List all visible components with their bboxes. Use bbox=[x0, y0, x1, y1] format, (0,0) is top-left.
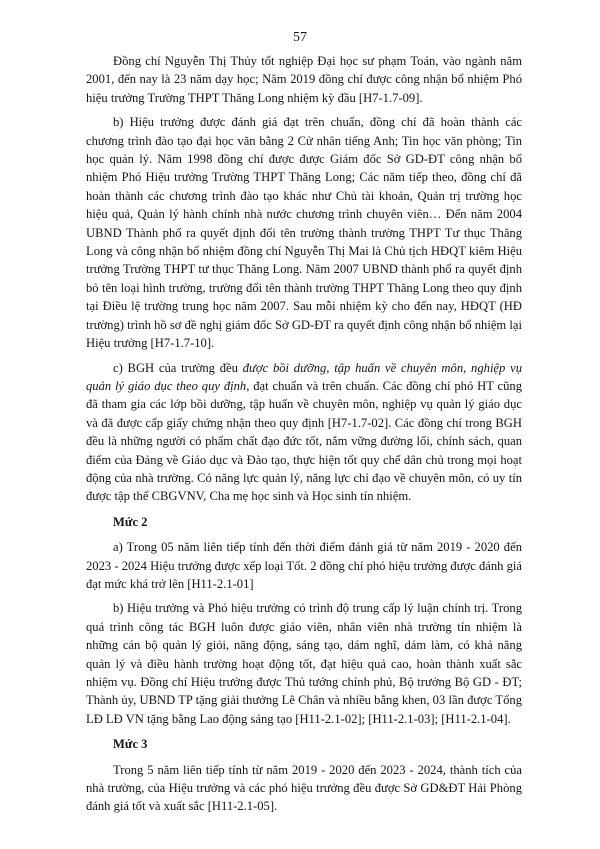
paragraph-thuy-bio: Đồng chí Nguyễn Thị Thủy tốt nghiệp Đại học sư phạm Toán, vào ngành năm 2001, đến nay là 23 năm dạy học; Năm 2019 đồng chí được công nhận bổ nhiệm Phó hiệu trưởng Trường THPT Thăng Long nhiệm kỳ đầu [H7-1.7-09]. bbox=[86, 54, 522, 105]
heading-muc-3: Mức 3 bbox=[113, 737, 148, 752]
page-number: 57 bbox=[293, 30, 307, 45]
heading-muc-2: Mức 2 bbox=[113, 514, 148, 529]
paragraph-c-bgh bbox=[86, 359, 522, 506]
paragraph-b-principal: b) Hiệu trưởng được đánh giá đạt trên chuẩn, đồng chí đã hoàn thành các chương trình đào tạo đại học văn bằng 2 Cử nhân tiếng Anh; Tin học văn phòng; Tin học quản lý. Năm 1998 đồng chí được được Giám đốc Sở GD-ĐT công nhận bổ nhiệm Phó Hiệu trưởng Trường THPT Thăng Long; Các năm tiếp theo, đồng chí đã hoàn thành các chương trình đào tạo khác như Chủ tài khoản, Quản trị trường học hiệu quả, Quản lý hành chính nhà nước chương trình chuyên viên… Đến năm 2004 UBND Thành phố ra quyết định đổi tên trường thành trường THPT Tư thục Thăng Long và công nhận bổ nhiệm đồng chí Nguyễn Thị Mai là Chủ tịch HĐQT kiêm Hiệu trưởng Trường THPT tư thục Thăng Long. Năm 2007 UBND thành phố ra quyết định bỏ tên loại hình trường, trường đổi tên thành trường THPT Thăng Long theo quy định tại Điều lệ trường trung học năm 2007. Sau mỗi nhiệm kỳ cho đến nay, HĐQT (HĐ trường) trình hồ sơ đề nghị giám đốc Sở GD-ĐT ra quyết định công nhận bổ nhiệm lại Hiệu trưởng [H7-1.7-10]. bbox=[86, 115, 522, 351]
paragraph-c-prefix: c) BGH của trường đều bbox=[113, 360, 243, 375]
paragraph-c-italic: được bồi dưỡng, tập huấn về chuyên môn, nghiệp vụ quản lý giáo dục theo quy định bbox=[86, 360, 522, 393]
paragraph-c-suffix: , đạt chuẩn và trên chuẩn. Các đồng chí phó HT cũng đã tham gia các lớp bồi dưỡng, tập huấn về chuyên môn, nghiệp vụ quản lý giáo dục và đã được cấp giấy chứng nhận theo quy định [H7-1.7-02]. Các đồng chí trong BGH đều là những người có phẩm chất đạo đức tốt, nắm vững đường lối, chính sách, quan điểm của Đảng về Giáo dục và Đào tạo, thực hiện tốt quy chế dân chủ trong mọi hoạt động của nhà trường. Có năng lực quản lý, năng lực chỉ đạo về chuyên môn, có uy tín được tập thể CBGVNV, Cha mẹ học sinh và Học sinh tín nhiệm. bbox=[86, 378, 522, 504]
paragraph-muc3: Trong 5 năm liên tiếp tính từ năm 2019 - 2020 đến 2023 - 2024, thành tích của nhà trường, của Hiệu trưởng và các phó hiệu trưởng đều được Sở GD&ĐT Hải Phòng đánh giá tốt và xuất sắc [H11-2.1-05]. bbox=[86, 762, 522, 814]
paragraph-muc2-a: a) Trong 05 năm liên tiếp tính đến thời điểm đánh giá từ năm 2019 - 2020 đến 2023 - 2024 Hiệu trưởng được xếp loại Tốt. 2 đồng chí phó hiệu trưởng được đánh giá đạt mức khá trở lên [H11-2.1-01] bbox=[86, 540, 522, 591]
paragraph-muc2-b: b) Hiệu trưởng và Phó hiệu trưởng có trình độ trung cấp lý luận chính trị. Trong quá trình công tác BGH luôn được giáo viên, nhân viên nhà trường tín nhiệm là những cán bộ quản lý giỏi, năng động, sáng tạo, dám nghĩ, dám làm, có khả năng quản lý và điều hành trường hoạt động tốt, đạt hiệu quả cao, hoàn thành xuất sắc nhiệm vụ. Đồng chí Hiệu trưởng được Thủ tướng chính phủ, Bộ trưởng Bộ GD - ĐT; Thành ủy, UBND TP tặng giải thưởng Lê Chân và nhiều bằng khen, 03 lần được Tổng LĐ LĐ VN tặng bằng Lao động sáng tạo [H11-2.1-02]; [H11-2.1-03]; [H11-2.1-04]. bbox=[86, 601, 522, 726]
document-body bbox=[86, 52, 522, 822]
